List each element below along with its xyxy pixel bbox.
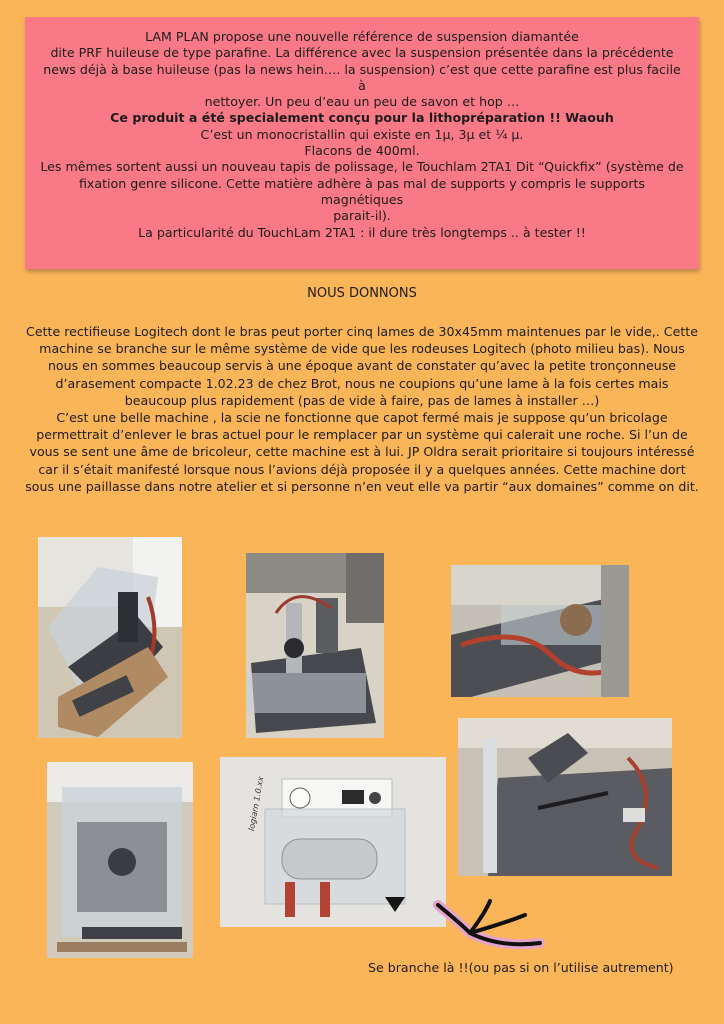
arrow-doodle-icon — [430, 893, 560, 955]
photo-machine-closeup — [451, 565, 629, 697]
body-line: sous une paillasse dans notre atelier et si personne n’en veut elle va partir “aux domaines” comme on dit. — [25, 478, 699, 494]
body-line: machine se branche sur le même système de vide que les rodeuses Logitech (photo milieu bas). Nous — [39, 341, 685, 357]
photo-arm-plug — [458, 718, 672, 876]
body-line: C’est une belle machine , la scie ne fonctionne que capot fermé mais je suppose qu’un bricolage — [56, 410, 668, 426]
photo-machine-closed — [47, 762, 193, 958]
body-line: vous se sent une âme de bricoleur, cette machine est à lui. JP Oldra serait prioritaire si toujours intéressé — [29, 444, 695, 460]
announcement-line: news déjà à base huileuse (pas la news hein…. la suspension) c’est que cette parafine est plus facile à — [43, 61, 681, 93]
announcement-line: LAM PLAN propose une nouvelle référence de suspension diamantée — [145, 29, 579, 44]
announcement-box — [25, 17, 699, 269]
body-line: nous en sommes beaucoup servis à une époque avant de constater qu’avec la petite tronçonneuse — [47, 358, 677, 374]
announcement-line: Les mêmes sortent aussi un nouveau tapis de polissage, le Touchlam 2TA1 Dit “Quickfix” (système de — [40, 159, 684, 175]
announcement-line: Flacons de 400ml. — [304, 143, 420, 159]
body-line: car il s’était manifesté lorsque nous l’avions déjà proposée il y a quelques années. Cette machine dort — [38, 461, 686, 477]
body-line: Cette rectifieuse Logitech dont le bras peut porter cinq lames de 30x45mm maintenues par le vide,. Cette — [26, 324, 698, 339]
announcement-line: fixation genre silicone. Cette matière adhère à pas mal de supports y compris le supports magnétiques — [78, 175, 645, 207]
photo-machine-angled — [38, 537, 182, 738]
body-paragraph — [18, 323, 706, 495]
body-line: beaucoup plus rapidement (pas de vide à faire, pas de lames à installer …) — [124, 392, 600, 408]
body-line: permettrait d’enlever le bras actuel pour le remplacer par un système qui calerait une roche. Si l’un de — [36, 427, 688, 443]
announcement-line: dite PRF huileuse de type parafine. La différence avec la suspension présentée dans la précédente — [50, 45, 674, 61]
caption: Se branche là !!(ou pas si on l’utilise autrement) — [368, 960, 674, 975]
section-title: NOUS DONNONS — [307, 286, 417, 301]
photo-vacuum-unit — [220, 757, 446, 927]
photo-label: logiarn 1.0.xx — [247, 775, 266, 832]
body-line: d’arasement compacte 1.02.23 de chez Brot, nous ne coupions qu’une lame à la fois certes mais — [55, 375, 669, 391]
announcement-line: nettoyer. Un peu d’eau un peu de savon et hop … — [204, 94, 520, 110]
announcement-line: parait-il). — [333, 208, 391, 224]
announcement-highlight: Ce produit a été specialement conçu pour la lithopréparation !! Waouh — [110, 110, 614, 126]
announcement-line: La particularité du TouchLam 2TA1 : il dure très longtemps .. à tester !! — [138, 224, 586, 240]
photo-machine-arm — [246, 553, 384, 738]
announcement-line: C’est un monocristallin qui existe en 1µ, 3µ et ¼ µ. — [200, 126, 524, 142]
